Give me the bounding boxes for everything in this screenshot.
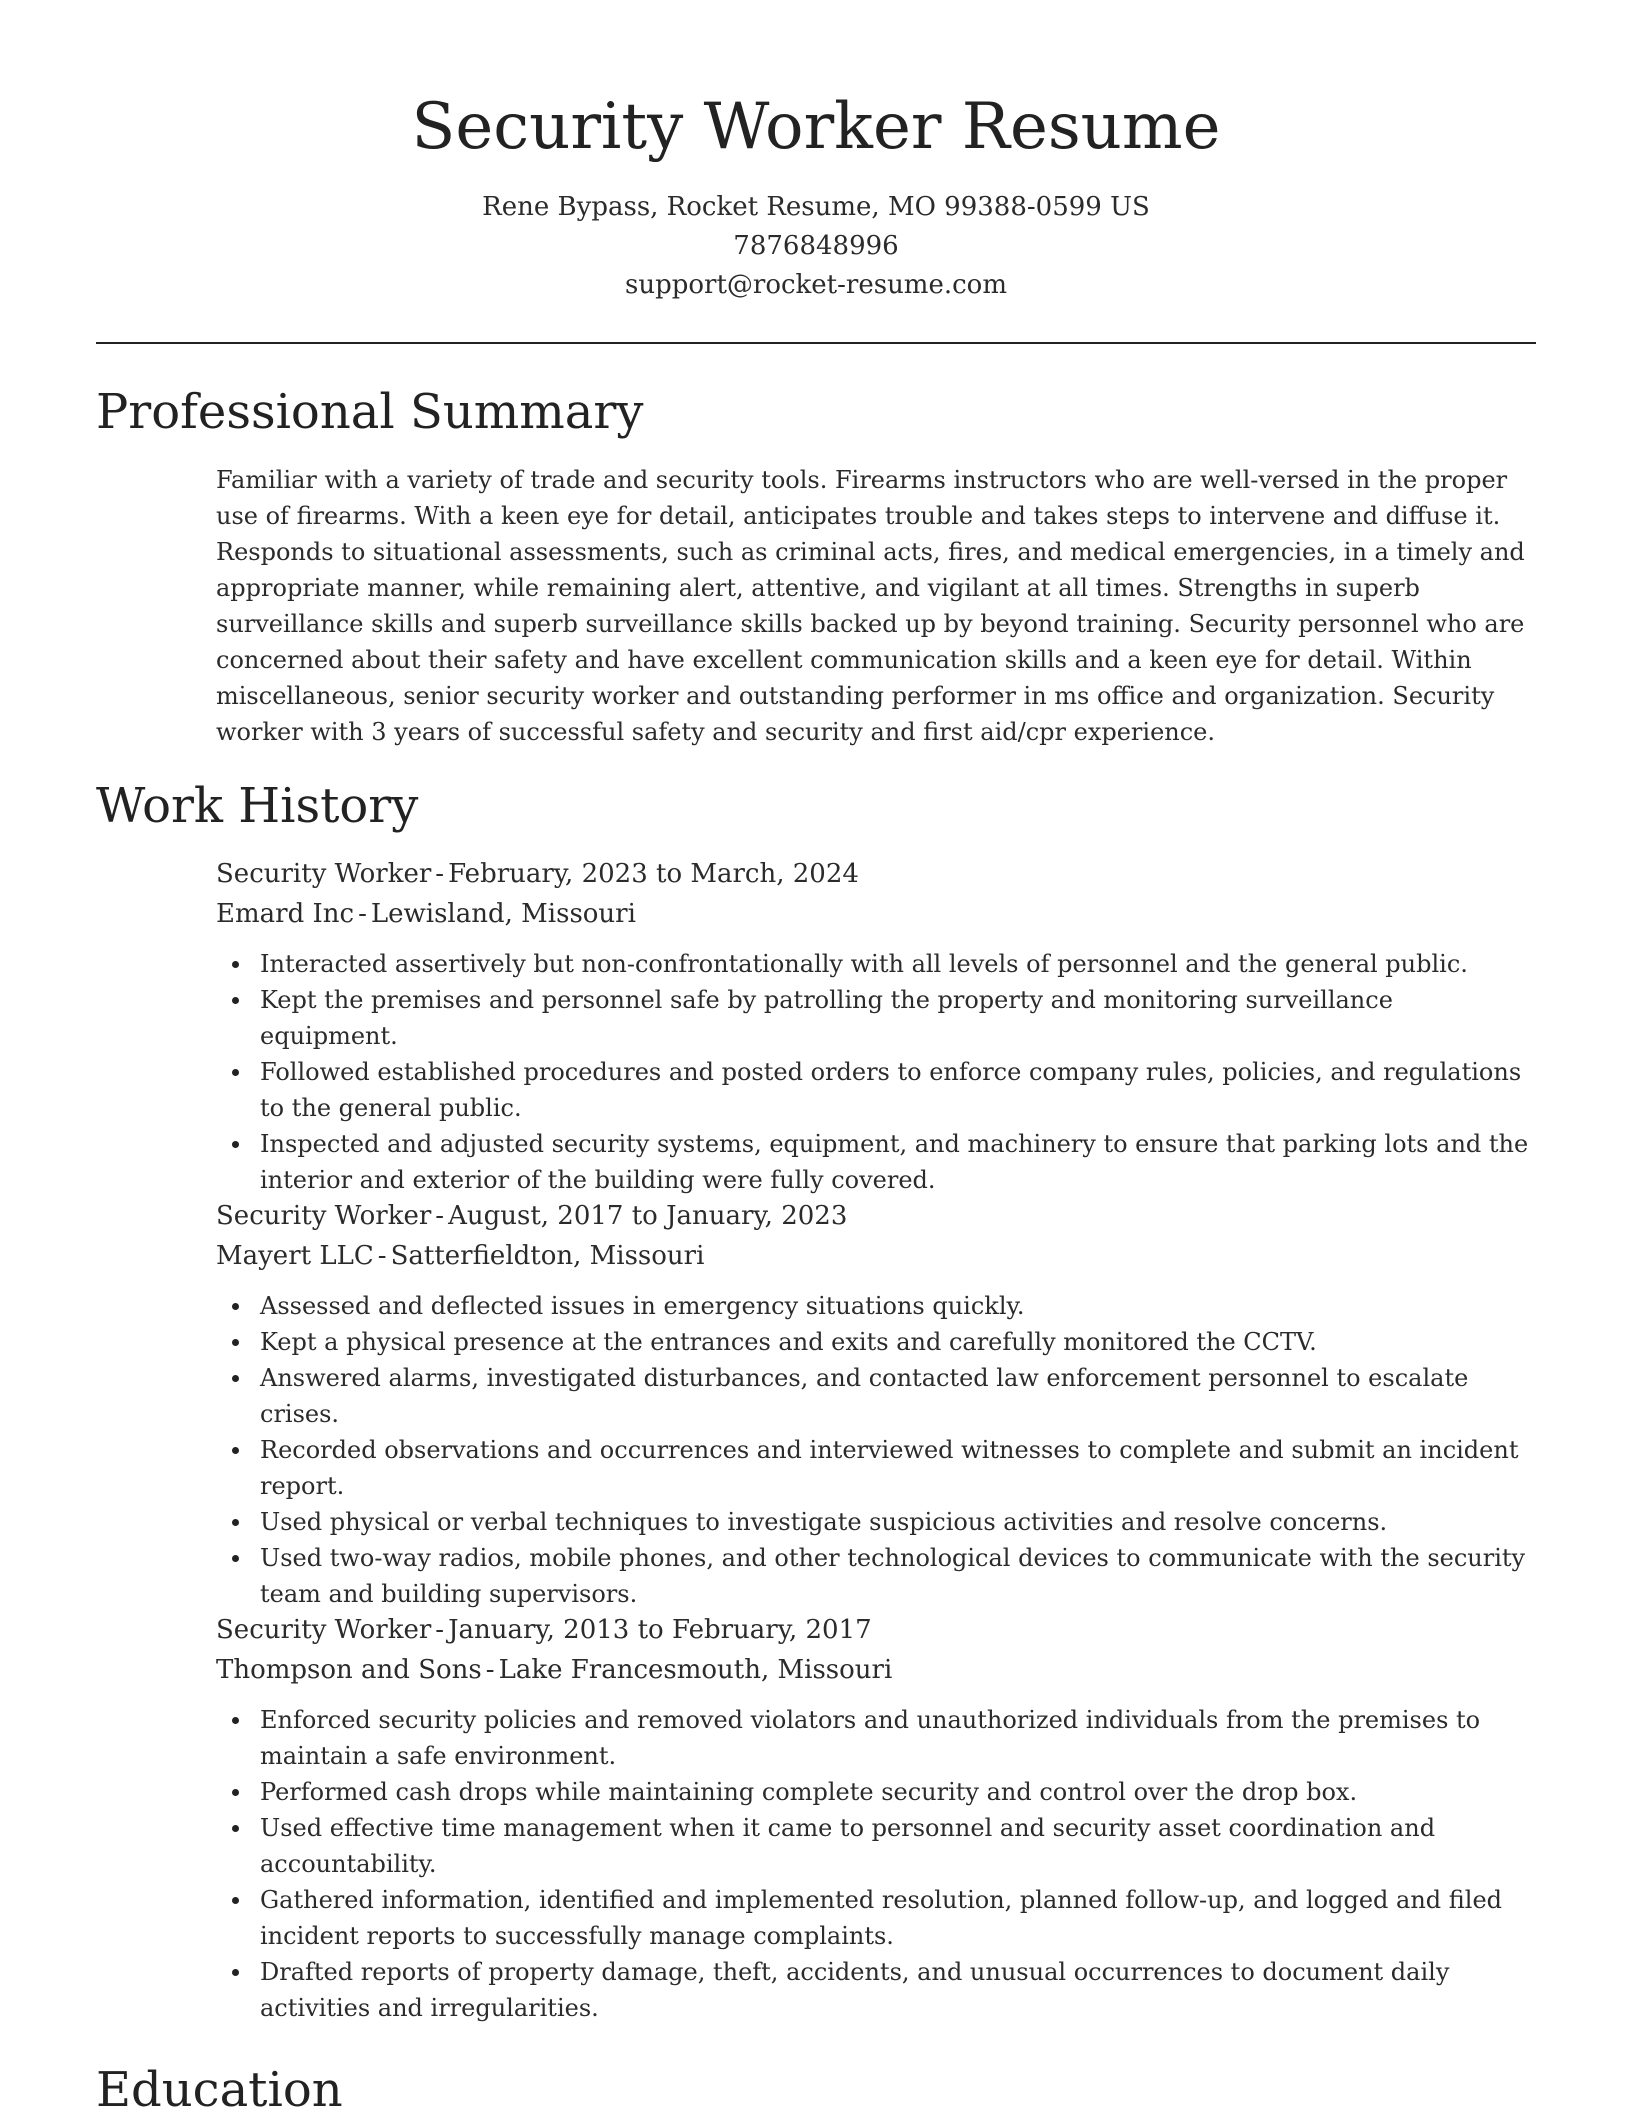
job-company: Thompson and Sons <box>216 1655 482 1685</box>
job-bullet: Followed established procedures and posted orders to enforce company rules, policies, and regulations to the general public. <box>260 1054 1536 1126</box>
job-company: Emard Inc <box>216 899 355 929</box>
job-location: Lake Francesmouth, Missouri <box>498 1655 893 1685</box>
job-bullet-list <box>216 1288 1536 1612</box>
job-bullet: Interacted assertively but non-confrontationally with all levels of personnel and the general public. <box>260 946 1536 982</box>
contact-address: Rene Bypass, Rocket Resume, MO 99388-0599 US <box>482 192 1150 222</box>
summary-text: Familiar with a variety of trade and security tools. Firearms instructors who are well-versed in the proper use of firearms. With a keen eye for detail, anticipates trouble and takes steps to intervene and diffuse it. Responds to situational assessments, such as criminal acts, fires, and medical emergencies, in a timely and appropriate manner, while remaining alert, attentive, and vigilant at all times. Strengths in superb surveillance skills and superb surveillance skills backed up by beyond training. Security personnel who are concerned about their safety and have excellent communication skills and a keen eye for detail. Within miscellaneous, senior security worker and outstanding performer in ms office and organization. Security worker with 3 years of successful safety and security and first aid/cpr experience. <box>216 466 1525 746</box>
job-bullet: Answered alarms, investigated disturbances, and contacted law enforcement personnel to escalate crises. <box>260 1360 1536 1432</box>
resume-header <box>0 84 1632 305</box>
job-bullet: Used effective time management when it came to personnel and security asset coordination and accountability. <box>260 1810 1536 1882</box>
job-bullet: Drafted reports of property damage, theft, accidents, and unusual occurrences to document daily activities and irregularities. <box>260 1954 1536 2026</box>
job-company-line: Thompson and Sons - Lake Francesmouth, Missouri <box>216 1655 893 1685</box>
contact-email: support@rocket-resume.com <box>624 270 1007 300</box>
job-dates: August, 2017 to January, 2023 <box>448 1201 848 1231</box>
job-entry <box>216 1196 1536 1612</box>
work-history-heading: Work History <box>96 778 419 834</box>
job-company-line: Emard Inc - Lewisland, Missouri <box>216 899 636 929</box>
job-title-line: Security Worker - January, 2013 to February, 2017 <box>216 1615 872 1645</box>
job-bullet-list <box>216 946 1536 1198</box>
job-bullet: Performed cash drops while maintaining complete security and control over the drop box. <box>260 1774 1536 1810</box>
education-heading: Education <box>96 2062 343 2118</box>
job-bullet: Gathered information, identified and implemented resolution, planned follow-up, and logged and filed incident reports to successfully manage complaints. <box>260 1882 1536 1954</box>
job-title: Security Worker <box>216 1615 432 1645</box>
job-bullet: Kept a physical presence at the entrances and exits and carefully monitored the CCTV. <box>260 1324 1536 1360</box>
job-bullet: Used physical or verbal techniques to investigate suspicious activities and resolve concerns. <box>260 1504 1536 1540</box>
job-bullet: Assessed and deflected issues in emergency situations quickly. <box>260 1288 1536 1324</box>
job-company: Mayert LLC <box>216 1241 374 1271</box>
job-bullet-list <box>216 1702 1536 2026</box>
job-title: Security Worker <box>216 859 432 889</box>
contact-phone: 7876848996 <box>733 231 899 261</box>
job-title-line: Security Worker - August, 2017 to January, 2023 <box>216 1201 848 1231</box>
job-title: Security Worker <box>216 1201 432 1231</box>
job-company-line: Mayert LLC - Satterfieldton, Missouri <box>216 1241 705 1271</box>
job-entry <box>216 1610 1536 2026</box>
job-location: Lewisland, Missouri <box>370 899 636 929</box>
job-bullet: Recorded observations and occurrences and interviewed witnesses to complete and submit an incident report. <box>260 1432 1536 1504</box>
job-entry <box>216 854 1536 1198</box>
job-location: Satterfieldton, Missouri <box>390 1241 705 1271</box>
header-divider <box>96 342 1536 344</box>
job-bullet: Inspected and adjusted security systems, equipment, and machinery to ensure that parking lots and the interior and exterior of the building were fully covered. <box>260 1126 1536 1198</box>
job-bullet: Enforced security policies and removed violators and unauthorized individuals from the premises to maintain a safe environment. <box>260 1702 1536 1774</box>
job-dates: February, 2023 to March, 2024 <box>448 859 859 889</box>
job-bullet: Used two-way radios, mobile phones, and other technological devices to communicate with the security team and building supervisors. <box>260 1540 1536 1612</box>
resume-title: Security Worker Resume <box>411 90 1221 164</box>
job-title-line: Security Worker - February, 2023 to March, 2024 <box>216 859 859 889</box>
summary-heading: Professional Summary <box>96 384 644 440</box>
job-bullet: Kept the premises and personnel safe by patrolling the property and monitoring surveillance equipment. <box>260 982 1536 1054</box>
contact-info <box>0 188 1632 305</box>
job-dates: January, 2013 to February, 2017 <box>448 1615 872 1645</box>
